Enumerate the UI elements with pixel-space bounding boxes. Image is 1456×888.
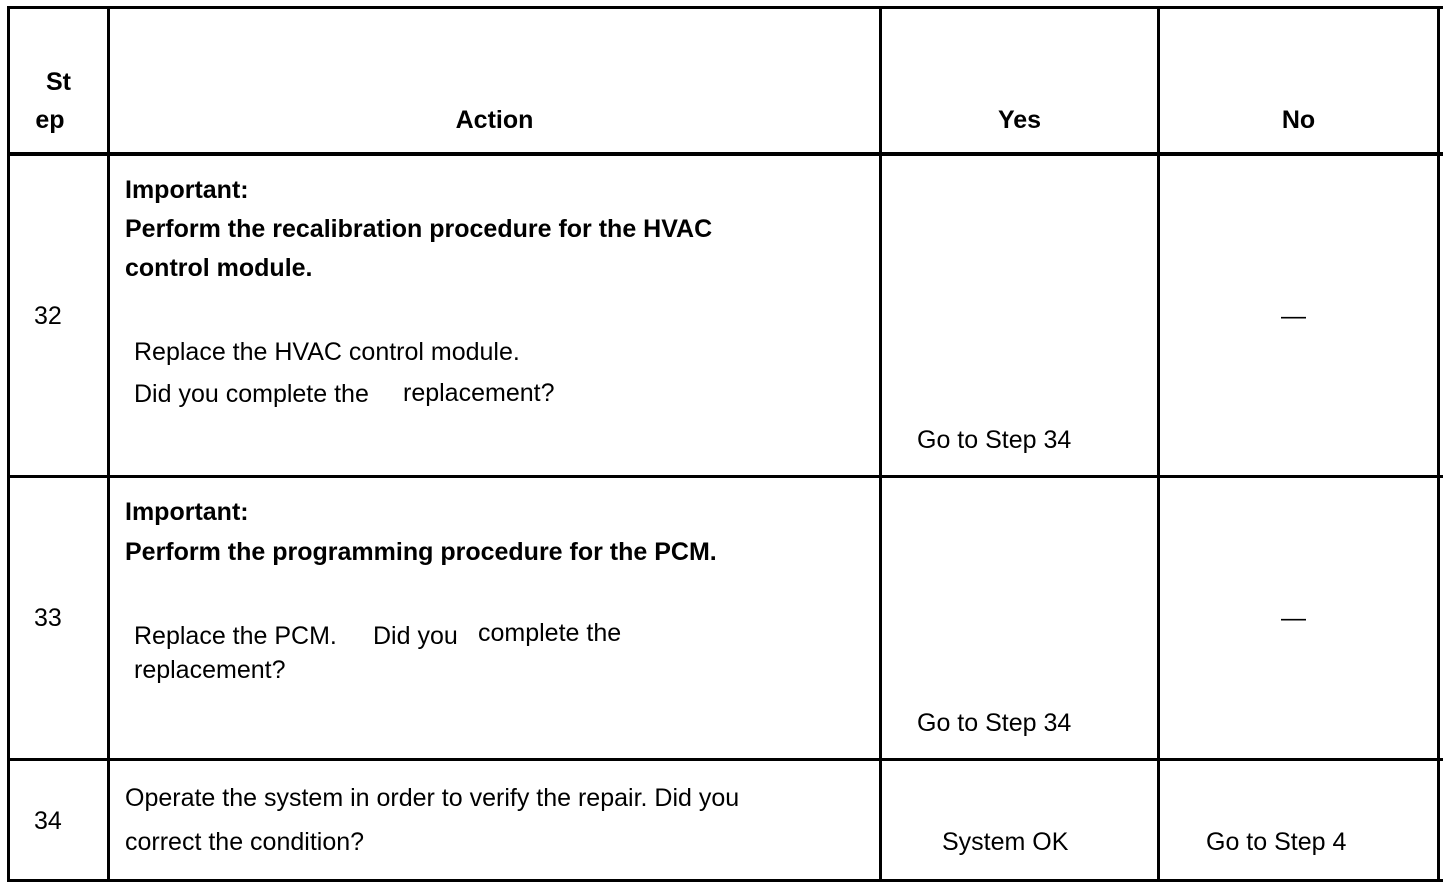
row-33-text-line2: replacement? — [134, 656, 286, 684]
row-34-text-line1: Operate the system in order to verify the repair. Did you — [125, 784, 740, 812]
header-action: Action — [455, 106, 534, 134]
table-bottom-border — [7, 879, 1443, 882]
row-34-step: 34 — [34, 807, 62, 835]
row-33-bottom-border — [7, 758, 1443, 761]
row-32-bold-line1: Perform the recalibration procedure for the HVAC — [125, 215, 713, 243]
step-action-divider — [107, 6, 110, 882]
row-32-step: 32 — [34, 302, 62, 330]
row-32-text-line2b: replacement? — [403, 379, 555, 407]
row-33-text-line1c: complete the — [478, 619, 622, 647]
table-right-border — [1437, 6, 1440, 882]
header-no: No — [1281, 106, 1316, 134]
action-yes-divider — [879, 6, 882, 882]
row-33-text-line1a: Replace the PCM. — [134, 622, 337, 650]
row-34-text-line2: correct the condition? — [125, 828, 365, 856]
row-32-bottom-border — [7, 475, 1443, 478]
row-33-no: — — [1281, 604, 1306, 632]
row-32-bold-line2: control module. — [125, 254, 313, 282]
row-33-bold-line1: Perform the programming procedure for the PCM. — [125, 538, 717, 566]
row-32-text-line1: Replace the HVAC control module. — [134, 338, 520, 366]
table-left-border — [7, 6, 10, 882]
row-32-yes: Go to Step 34 — [917, 426, 1072, 454]
yes-no-divider — [1157, 6, 1160, 882]
row-34-no: Go to Step 4 — [1206, 828, 1347, 856]
header-bottom-border — [7, 152, 1443, 156]
header-step-line2: ep — [35, 106, 65, 134]
row-32-important: Important: — [125, 176, 249, 204]
row-32-no: — — [1281, 302, 1306, 330]
header-step-line1: St — [46, 68, 71, 96]
table-top-border — [7, 6, 1443, 9]
row-34-yes: System OK — [942, 828, 1069, 856]
row-32-text-line2a: Did you complete the — [134, 380, 369, 408]
header-yes: Yes — [997, 106, 1042, 134]
row-33-yes: Go to Step 34 — [917, 709, 1072, 737]
row-33-step: 33 — [34, 604, 62, 632]
row-33-important: Important: — [125, 498, 249, 526]
row-33-text-line1b: Did you — [373, 622, 458, 650]
